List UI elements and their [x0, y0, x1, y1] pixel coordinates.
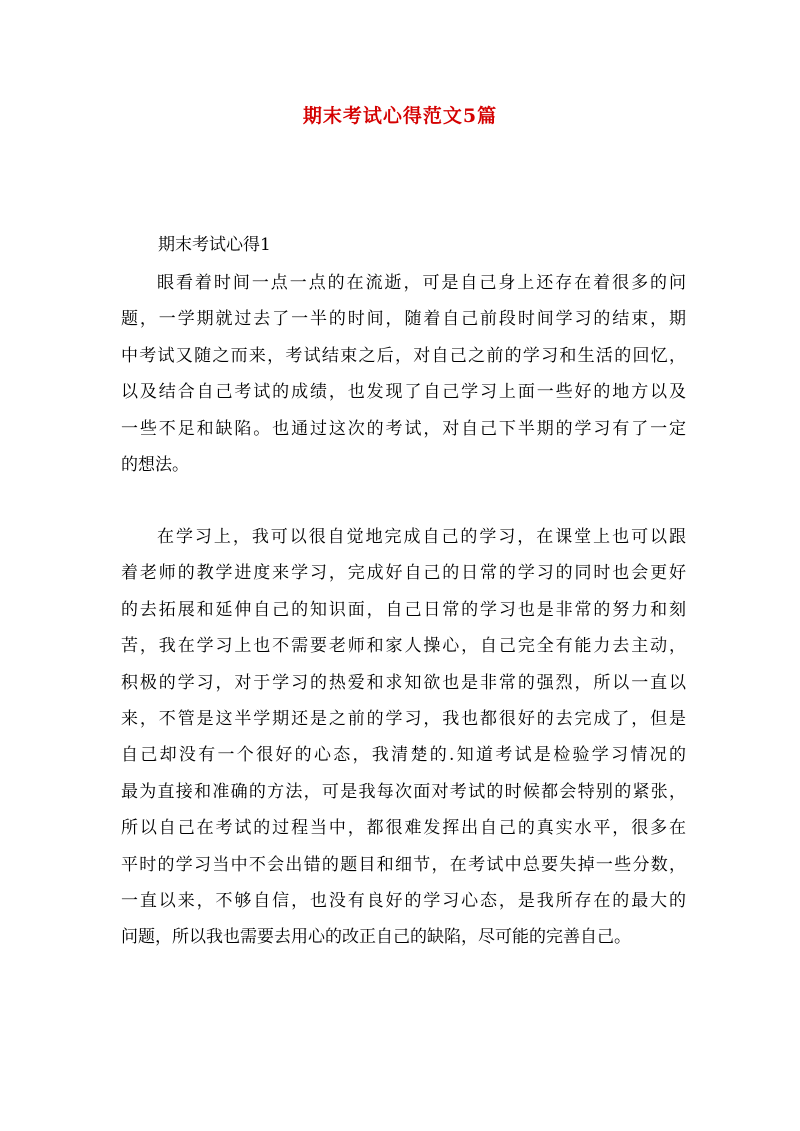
- paragraph-line: 平时的学习当中不会出错的题目和细节，在考试中总要失掉一些分数，: [121, 854, 686, 875]
- paragraph-line: 中考试又随之而来，考试结束之后，对自己之前的学习和生活的回忆，: [121, 345, 686, 366]
- paragraph-line: 最为直接和准确的方法，可是我每次面对考试的时候都会特别的紧张，: [121, 781, 686, 802]
- paragraph-1: [121, 265, 686, 483]
- paragraph-line: 在学习上，我可以很自觉地完成自己的学习，在课堂上也可以跟: [157, 527, 686, 547]
- paragraph-line: 苦，我在学习上也不需要老师和家人操心，自己完全有能力去主动，: [121, 636, 686, 657]
- paragraph-line: 的想法。: [121, 454, 189, 475]
- paragraph-line: 自己却没有一个很好的心态，我清楚的.知道考试是检验学习情况的: [121, 745, 686, 766]
- document-title: 期末考试心得范文5篇: [302, 105, 498, 127]
- paragraph-2: [121, 519, 686, 956]
- paragraph-line: 的去拓展和延伸自己的知识面，自己日常的学习也是非常的努力和刻: [121, 599, 686, 620]
- paragraph-line: 积极的学习，对于学习的热爱和求知欲也是非常的强烈，所以一直以: [121, 672, 686, 693]
- paragraph-line: 一些不足和缺陷。也通过这次的考试，对自己下半期的学习有了一定: [121, 418, 686, 439]
- paragraph-line: 来，不管是这半学期还是之前的学习，我也都很好的去完成了，但是: [121, 708, 686, 729]
- paragraph-line: 题，一学期就过去了一半的时间，随着自己前段时间学习的结束，期: [121, 309, 686, 330]
- paragraph-line: 着老师的教学进度来学习，完成好自己的日常的学习的同时也会更好: [121, 563, 686, 584]
- section-heading: 期末考试心得1: [158, 235, 271, 255]
- paragraph-line: 所以自己在考试的过程当中，都很难发挥出自己的真实水平，很多在: [121, 818, 686, 839]
- paragraph-line: 一直以来，不够自信，也没有良好的学习心态，是我所存在的最大的: [121, 890, 686, 911]
- paragraph-line: 眼看着时间一点一点的在流逝，可是自己身上还存在着很多的问: [157, 273, 686, 293]
- paragraph-line: 以及结合自己考试的成绩，也发现了自己学习上面一些好的地方以及: [121, 382, 686, 403]
- paragraph-line: 问题，所以我也需要去用心的改正自己的缺陷，尽可能的完善自己。: [121, 927, 631, 948]
